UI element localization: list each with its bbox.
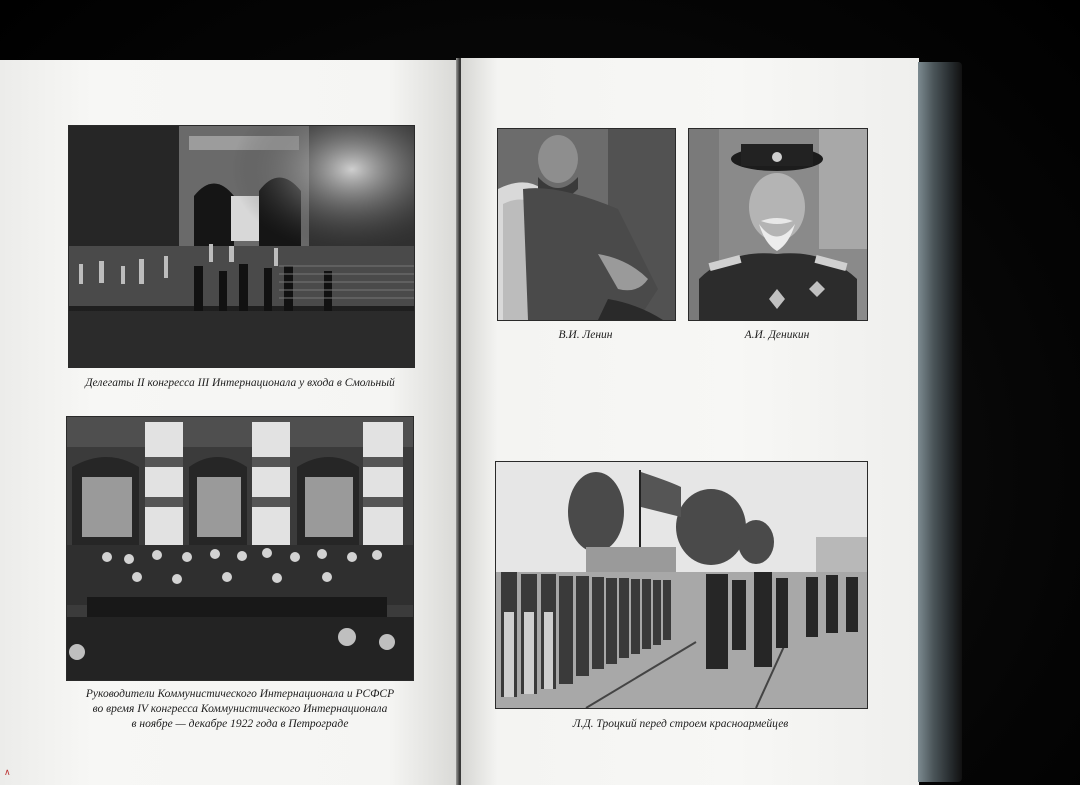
book-cover-edge: [918, 62, 962, 782]
caption-denikin: А.И. Деникин: [744, 329, 810, 341]
photo-smolny-delegates: [68, 125, 415, 368]
caption-smolny: Делегаты II конгресса III Интернационала у входа в Смольный: [85, 377, 395, 389]
caption-congress: Руководители Коммунистического Интернационала и РСФСР во время IV конгресса Коммунистического Интернационала в ноябре — декабре 1922 года в Петрограде: [85, 688, 395, 730]
caption-lenin: В.И. Ленин: [558, 329, 613, 341]
scan-corner-mark: ∧: [4, 768, 11, 778]
photo-trotsky-troops: [495, 461, 868, 709]
caption-trotsky: Л.Д. Троцкий перед строем красноармейцев: [572, 718, 789, 730]
photo-lenin: [497, 128, 676, 321]
photo-denikin: [688, 128, 868, 321]
photo-comintern-congress: [66, 416, 414, 681]
